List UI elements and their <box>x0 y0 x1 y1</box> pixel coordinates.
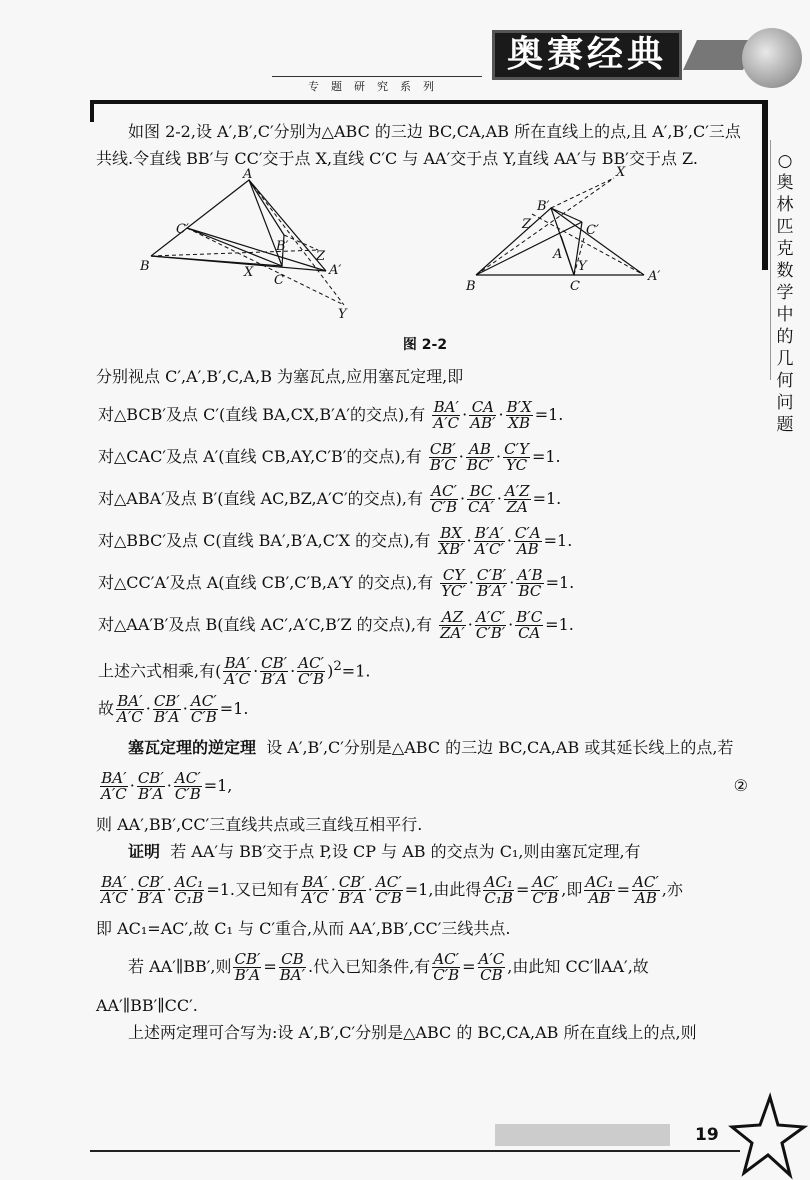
fig-label: C <box>274 273 284 288</box>
eq-prefix: 对△CC′A′及点 A(直线 CB′,C′B,A′Y 的交点),有 <box>98 573 434 592</box>
eq-prefix: 对△CAC′及点 A′(直线 CB,AY,C′B′的交点),有 <box>98 447 422 466</box>
proof-conclusion: 即 AC₁=AC′,故 C₁ 与 C′重合,从而 AA′,BB′,CC′三线共点. <box>96 919 511 938</box>
eq-prefix: 对△BBC′及点 C(直线 BA′,B′A,C′X 的交点),有 <box>98 531 431 550</box>
book-banner: 奥赛经典 <box>492 30 682 80</box>
footer-bar <box>495 1124 670 1146</box>
equation-line: 对△BBC′及点 C(直线 BA′,B′A,C′X 的交点),有 $\frac{BX}{XB'}$ · $\frac{B'A'}{A'C'}$ · $\frac{C'A}{AB}$ =1. <box>98 524 573 558</box>
fig-label: C <box>570 279 580 294</box>
parallel-conclusion: AA′∥BB′∥CC′. <box>96 996 198 1015</box>
parallel-equation: 若 AA′∥BB′,则 $\frac{CB'}{B'A}$ = $\frac{CB}{BA'}$ .代入已知条件,有 $\frac{AC'}{C'B}$ = $\frac{A'C}{CB}$ ,由此知 CC′∥AA′,故 <box>128 950 649 984</box>
fig-label: A <box>553 247 563 262</box>
proof-title: 证明 <box>128 842 161 861</box>
fraction: $\frac{BA'}{A'C}$ <box>433 398 460 432</box>
fraction: $\frac{AC'}{C'B}$ <box>431 482 457 516</box>
geometry-diagram <box>96 165 754 328</box>
fraction: $\frac{CB}{BA'}$ <box>279 950 306 984</box>
equation-line: 对△ABA′及点 B′(直线 AC,BZ,A′C′的交点),有 $\frac{AC'}{C'B}$ · $\frac{BC}{CA'}$ · $\frac{A'Z}{ZA}$ =1. <box>98 482 562 516</box>
side-char: 林 <box>776 195 794 215</box>
fraction: $\frac{\text{AC₁}}{\text{C₁B}}$ <box>484 873 513 907</box>
fraction: $\frac{CB'}{B'A}$ <box>234 950 261 984</box>
equation-line: 对△CC′A′及点 A(直线 CB′,C′B,A′Y 的交点),有 $\frac{CY}{YC'}$ · $\frac{C'B'}{B'A'}$ · $\frac{A'B}{BC}$ =1. <box>98 566 575 600</box>
side-char: 何 <box>776 371 794 391</box>
fraction: $\frac{AC'}{C'B}$ <box>433 950 460 984</box>
side-chapter-title <box>772 150 798 436</box>
fraction: $\frac{CB'}{B'A}$ <box>153 692 180 726</box>
fraction: $\frac{A'C'}{C'B'}$ <box>475 608 506 642</box>
fraction: $\frac{\text{AC₁}}{\text{C₁B}}$ <box>174 873 204 907</box>
product-equation: 上述六式相乘,有( $\frac{BA'}{A'C}$ · $\frac{CB'}{B'A}$ · $\frac{AC'}{C'B}$ )$^2$=1. <box>98 654 371 689</box>
fig-label: B′ <box>276 239 289 254</box>
fraction: $\frac{A'B}{BC}$ <box>517 566 543 600</box>
fraction: $\frac{CB'}{B'A}$ <box>261 654 288 689</box>
fig-label: A′ <box>648 269 661 284</box>
fraction: $\frac{CB'}{B'C}$ <box>429 440 456 474</box>
figure-2-2 <box>96 165 754 328</box>
fraction: $\frac{C'Y}{YC}$ <box>504 440 529 474</box>
proof-paragraph: 证明 若 AA′与 BB′交于点 P,设 CP 与 AB 的交点为 C₁,则由塞瓦定理,有 <box>128 842 641 861</box>
fraction: $\frac{AC'}{C'B}$ <box>298 654 325 689</box>
side-char: 中 <box>776 305 794 325</box>
fig-label: Y <box>578 259 587 274</box>
fig-label: Z <box>316 249 326 264</box>
fraction: $\frac{AC'}{C'B}$ <box>375 873 402 907</box>
intro-paragraph: 如图 2-2,设 A′,B′,C′分别为△ABC 的三边 BC,CA,AB 所在直线上的点,且 A′,B′,C′三点共线.令直线 BB′与 CC′交于点 X,直线 C′C 与 AA′交于点 Y,直线 AA′与 BB′交于点 Z. <box>96 122 741 168</box>
equation-line: 对△BCB′及点 C′(直线 BA,CX,B′A′的交点),有 $\frac{BA'}{A'C}$ · $\frac{CA}{AB'}$ · $\frac{B'X}{XB}$ =1. <box>98 398 564 432</box>
fraction: $\frac{BX}{XB'}$ <box>438 524 464 558</box>
medal-icon <box>742 28 802 88</box>
series-label: 专题研究系列 <box>272 76 482 97</box>
figure-caption: 图 2-2 <box>402 337 448 353</box>
fig-label: Z <box>522 217 532 232</box>
proof-equation: $\frac{BA'}{A'C}$ · $\frac{CB'}{B'A}$ · $\frac{\text{AC₁}}{\text{C₁B}}$ =1.又已知有 $\frac{BA'}{A'C}$ · $\frac{CB'}{B'A}$ · $\frac{AC'}{C'B}$ =1,由此得 $\frac{\text{AC₁}}{\text{C₁B}}$ = $\frac{AC'}{C'B}$ ,即 $\frac{\text{AC₁}}{AB}$ = $\frac{AC'}{AB}$ ,亦 <box>101 873 683 907</box>
side-divider <box>770 140 771 380</box>
fraction: $\frac{B'A'}{A'C'}$ <box>474 524 504 558</box>
side-char: 学 <box>776 283 794 303</box>
fig-label: Y <box>338 307 347 322</box>
conclusion-equation: 故 $\frac{BA'}{A'C}$ · $\frac{CB'}{B'A}$ · $\frac{AC'}{C'B}$ =1. <box>98 692 249 726</box>
fraction: $\frac{AC'}{C'B}$ <box>532 873 559 907</box>
side-char: 数 <box>776 261 794 281</box>
fraction: $\frac{CB'}{B'A}$ <box>338 873 365 907</box>
fraction: $\frac{BA'}{A'C}$ <box>117 692 143 726</box>
side-char: 匹 <box>776 217 794 237</box>
fraction: $\frac{B'C}{CA}$ <box>516 608 543 642</box>
fig-label: X <box>616 165 626 180</box>
page-content <box>96 118 754 1046</box>
frame-top-rule <box>90 100 762 104</box>
fig-label: B <box>466 279 476 294</box>
side-char: 问 <box>776 393 794 413</box>
equation-2: $\frac{BA'}{A'C}$ · $\frac{CB'}{B'A}$ · $\frac{AC'}{C'B}$ =1, ② <box>101 769 748 803</box>
frame-bottom-rule <box>90 1150 740 1152</box>
side-bar <box>762 100 768 270</box>
fig-label: B <box>140 259 150 274</box>
fig-label: B′ <box>537 199 550 214</box>
fraction: $\frac{BA'}{A'C}$ <box>224 654 251 689</box>
side-char: 奥 <box>776 173 794 193</box>
fraction: $\frac{C'A}{AB}$ <box>514 524 541 558</box>
star-icon <box>730 1095 805 1180</box>
last-paragraph: 上述两定理可合写为:设 A′,B′,C′分别是△ABC 的 BC,CA,AB 所在直线上的点,则 <box>128 1023 697 1042</box>
fraction: $\frac{AC'}{C'B}$ <box>190 692 217 726</box>
converse-paragraph: 塞瓦定理的逆定理 设 A′,B′,C′分别是△ABC 的三边 BC,CA,AB 或其延长线上的点,若 <box>128 738 734 757</box>
fraction: $\frac{AB}{BC'}$ <box>466 440 494 474</box>
eq-prefix: 对△BCB′及点 C′(直线 BA,CX,B′A′的交点),有 <box>98 405 426 424</box>
fraction: $\frac{C'B'}{B'A'}$ <box>476 566 507 600</box>
fraction: $\frac{BA'}{A'C}$ <box>101 769 127 803</box>
fig-label: X <box>244 265 254 280</box>
equation-number: ② <box>733 776 748 795</box>
fraction: $\frac{BA'}{A'C}$ <box>302 873 328 907</box>
equation-line: 对△AA′B′及点 B(直线 AC′,A′C,B′Z 的交点),有 $\frac{AZ}{ZA'}$ · $\frac{A'C'}{C'B'}$ · $\frac{B'C}{CA}$ =1. <box>98 608 574 642</box>
fig-label: C′ <box>176 222 189 237</box>
eq-prefix: 对△ABA′及点 B′(直线 AC,BZ,A′C′的交点),有 <box>98 489 423 508</box>
fig-label: A <box>243 167 253 182</box>
fraction: $\frac{AZ}{ZA'}$ <box>440 608 465 642</box>
fraction: $\frac{AC'}{AB}$ <box>633 873 659 907</box>
side-char: 的 <box>776 327 794 347</box>
fraction: $\frac{BA'}{A'C}$ <box>101 873 127 907</box>
side-char: 题 <box>776 415 794 435</box>
fraction: $\frac{BC}{CA'}$ <box>468 482 494 516</box>
eq-prefix: 对△AA′B′及点 B(直线 AC′,A′C,B′Z 的交点),有 <box>98 615 432 634</box>
view-paragraph: 分别视点 C′,A′,B′,C,A,B 为塞瓦点,应用塞瓦定理,即 <box>96 367 464 386</box>
fig-label: C′ <box>586 223 599 238</box>
fraction: $\frac{B'X}{XB}$ <box>506 398 532 432</box>
converse-title: 塞瓦定理的逆定理 <box>128 738 257 757</box>
fraction: $\frac{CY}{YC'}$ <box>441 566 466 600</box>
equation-line: 对△CAC′及点 A′(直线 CB,AY,C′B′的交点),有 $\frac{CB'}{B'C}$ · $\frac{AB}{BC'}$ · $\frac{C'Y}{YC}$ =1. <box>98 440 561 474</box>
fraction: $\frac{CB'}{B'A}$ <box>137 873 164 907</box>
fraction: $\frac{CA}{AB'}$ <box>470 398 496 432</box>
fraction: $\frac{A'Z}{ZA}$ <box>504 482 530 516</box>
page-number: 19 <box>695 1125 719 1145</box>
then-paragraph: 则 AA′,BB′,CC′三直线共点或三直线互相平行. <box>96 815 423 834</box>
fraction: $\frac{A'C}{CB}$ <box>478 950 505 984</box>
side-char: ○ <box>777 151 793 171</box>
side-char: 几 <box>776 349 794 369</box>
frame-left-rule <box>90 100 94 122</box>
fraction: $\frac{\text{AC₁}}{AB}$ <box>585 873 614 907</box>
side-char: 克 <box>776 239 794 259</box>
fraction: $\frac{AC'}{C'B}$ <box>174 769 201 803</box>
fig-label: A′ <box>329 263 342 278</box>
fraction: $\frac{CB'}{B'A}$ <box>137 769 164 803</box>
